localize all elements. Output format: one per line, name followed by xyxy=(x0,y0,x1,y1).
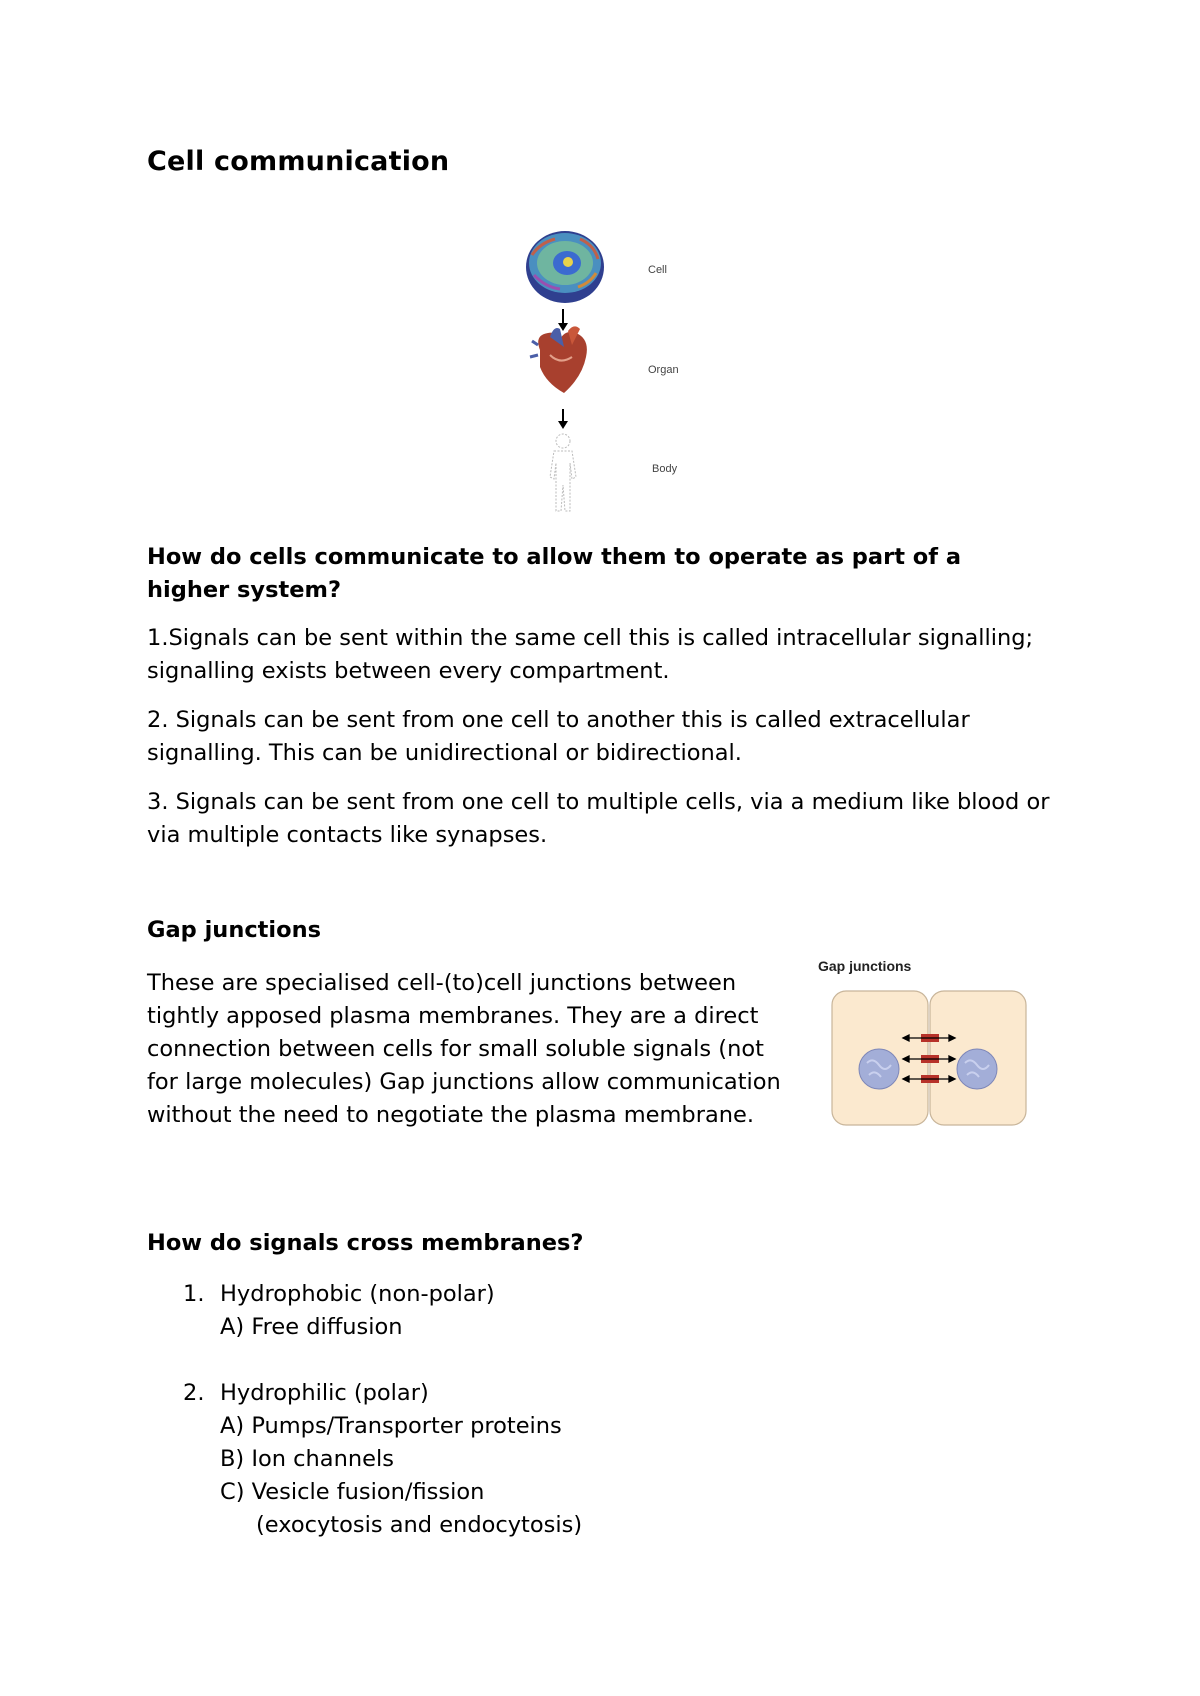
organ-label: Organ xyxy=(648,364,679,376)
cell-left-illustration xyxy=(832,991,928,1125)
body-outline-illustration xyxy=(550,434,576,511)
list-item xyxy=(183,1278,582,1311)
gap-junctions-paragraph: These are specialised cell-(to)cell junctions between tightly apposed plasma membranes. They are a direct connection between cells for small soluble signals (not for large molecules) Gap junctions allow communication without the need to negotiate the plasma membrane. xyxy=(147,970,781,1128)
question-heading-membranes: How do signals cross membranes? xyxy=(147,1230,584,1256)
section-heading-gap-junctions: Gap junctions xyxy=(147,917,322,943)
question-heading: How do cells communicate to allow them to operate as part of a higher system? xyxy=(147,544,962,603)
heart-illustration xyxy=(530,326,587,393)
gap-junctions-figure-title: Gap junctions xyxy=(818,958,912,974)
document-title: Cell communication xyxy=(147,146,450,177)
point-1: 1.Signals can be sent within the same cell this is called intracellular signalling; signalling exists between every compartment. xyxy=(147,625,1034,684)
cell-label: Cell xyxy=(648,264,667,276)
point-3: 3. Signals can be sent from one cell to multiple cells, via a medium like blood or via multiple contacts like synapses. xyxy=(147,789,1050,848)
list-subitem: C) Vesicle fusion/fission xyxy=(220,1479,485,1505)
down-arrow-icon xyxy=(558,409,568,429)
cell-illustration xyxy=(526,231,604,303)
list-item-label: Hydrophilic (polar) xyxy=(220,1380,429,1406)
gap-junctions-figure xyxy=(815,955,1035,1130)
cell-organ-body-figure xyxy=(520,225,700,515)
list-subitem: A) Free diffusion xyxy=(220,1314,403,1340)
list-number: 2. xyxy=(183,1380,205,1406)
list-number: 1. xyxy=(183,1281,205,1307)
list-item-label: Hydrophobic (non-polar) xyxy=(220,1281,495,1307)
list-subitem: A) Pumps/Transporter proteins xyxy=(220,1413,562,1439)
list-item xyxy=(183,1377,582,1410)
membrane-crossing-list xyxy=(183,1278,582,1542)
list-subitem-continuation: (exocytosis and endocytosis) xyxy=(256,1512,583,1538)
list-subitem: B) Ion channels xyxy=(220,1446,394,1472)
down-arrow-icon xyxy=(558,309,568,331)
point-2: 2. Signals can be sent from one cell to another this is called extracellular signalling. This can be unidirectional or bidirectional. xyxy=(147,707,970,766)
body-label: Body xyxy=(652,463,678,475)
cell-right-illustration xyxy=(930,991,1026,1125)
